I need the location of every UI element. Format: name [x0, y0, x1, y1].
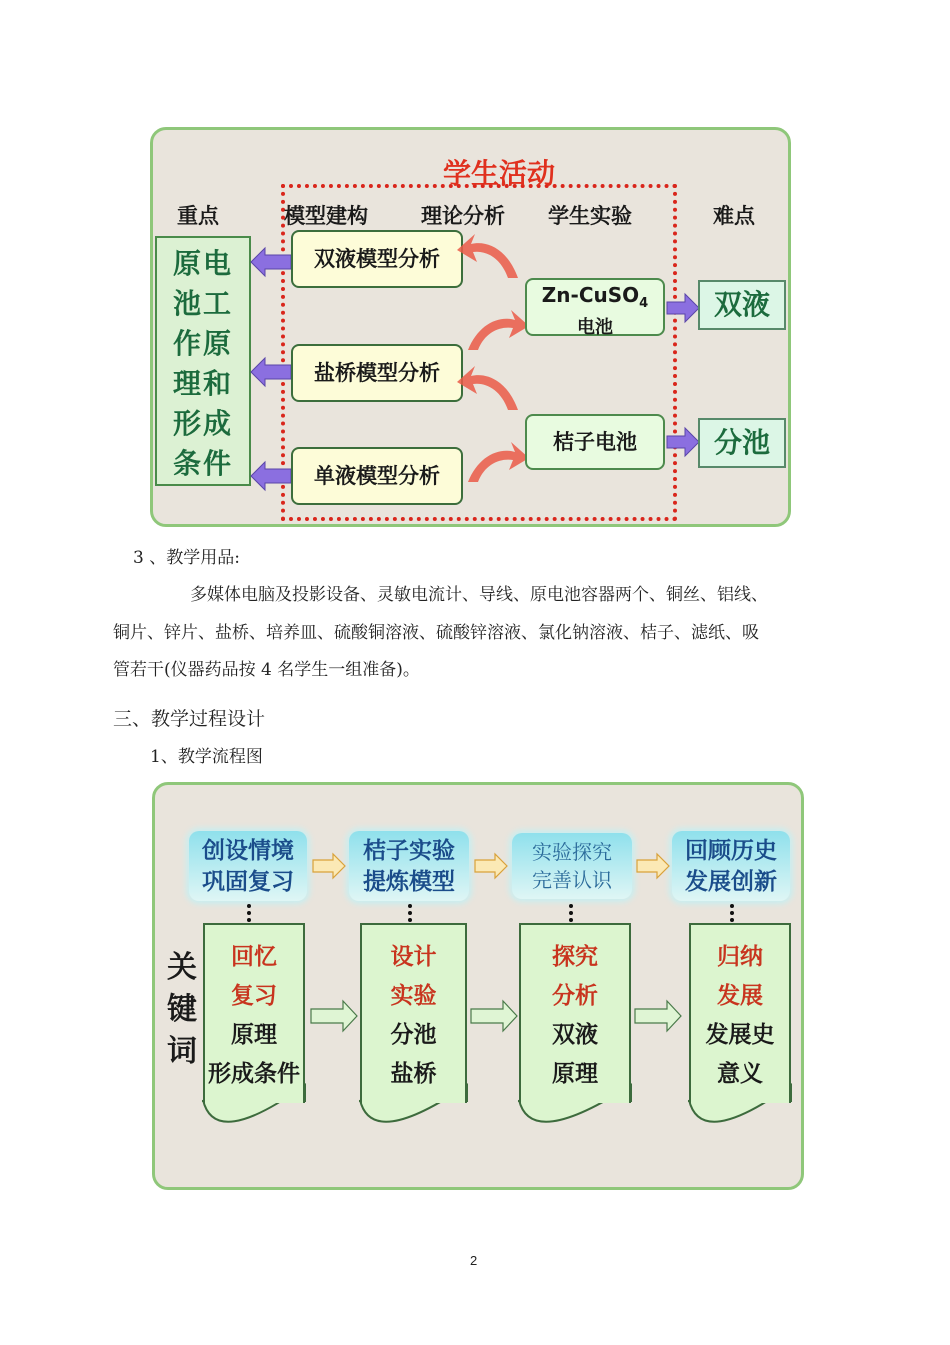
curved-arrow-3: [457, 366, 518, 410]
difficulty-box-separate-cell: 分池: [698, 418, 786, 468]
teaching-flowchart: [152, 782, 804, 1190]
left-arrows: [249, 240, 293, 500]
arrow-to-difficulty-1: [667, 294, 699, 322]
page-number: 2: [470, 1253, 478, 1268]
keyword-arrow-1: [311, 1001, 357, 1031]
keyword-3-dark2: 原理: [552, 1060, 598, 1087]
dot: [408, 911, 412, 915]
dot: [247, 904, 251, 908]
stage-1-line2: 巩固复习: [202, 868, 294, 895]
dot: [569, 911, 573, 915]
stage-4-line1: 回顾历史: [685, 837, 777, 864]
difficulty-box-double-liquid: 双液: [698, 280, 786, 330]
key-point-box: 原电池工作原理和形成条件: [155, 236, 251, 486]
model-box-double-liquid: 双液模型分析: [291, 230, 463, 288]
keyword-4-dark2: 意义: [717, 1060, 763, 1087]
stage-1-line1: 创设情境: [202, 837, 294, 864]
dot: [408, 904, 412, 908]
section3-para-line3: 管若干(仪器药品按 4 名学生一组准备)。: [113, 660, 420, 680]
experiment-box-zn-cuso4: [525, 278, 665, 336]
section3-para-line1: 多媒体电脑及投影设备、灵敏电流计、导线、原电池容器两个、铜丝、铝线、: [190, 585, 768, 605]
experiment-box-orange: 桔子电池: [525, 414, 665, 470]
keyword-1-dark1: 原理: [231, 1021, 277, 1048]
curved-arrow-2: [468, 310, 529, 350]
model-box-single-liquid: 单液模型分析: [291, 447, 463, 505]
key-point-header: 重点: [177, 203, 219, 228]
keyword-4-red2: 发展: [717, 982, 763, 1009]
dot: [730, 918, 734, 922]
keyword-box-3: [519, 923, 631, 1103]
section3-heading: 3 、教学用品:: [133, 548, 240, 568]
keyword-2-dark2: 盐桥: [390, 1060, 437, 1087]
stage-2-line2: 提炼模型: [363, 868, 455, 895]
curved-arrow-1: [457, 234, 518, 278]
keyword-2-red2: 实验: [390, 982, 437, 1009]
dot: [730, 904, 734, 908]
difficulty-header: 难点: [713, 203, 755, 228]
sub1-heading: 1、教学流程图: [150, 747, 263, 767]
arrow-to-key-2: [251, 358, 291, 386]
section3-para-line2: 铜片、锌片、盐桥、培养皿、硫酸铜溶液、硫酸锌溶液、氯化钠溶液、桔子、滤纸、吸: [113, 623, 759, 643]
stage-3-line2: 完善认识: [532, 868, 612, 892]
formula-sub: 4: [639, 296, 649, 311]
curved-arrow-4: [468, 442, 529, 482]
keyword-2-red1: 设计: [390, 943, 437, 970]
keyword-3-red1: 探究: [552, 943, 598, 970]
stage-arrow-3: [637, 854, 669, 878]
arrow-to-difficulty-2: [667, 428, 699, 456]
arrow-to-key-3: [251, 462, 291, 490]
dot: [247, 918, 251, 922]
model-box-salt-bridge: 盐桥模型分析: [291, 344, 463, 402]
keyword-arrow-2: [471, 1001, 517, 1031]
right-arrows: [665, 290, 701, 460]
experiment1-label: 电池: [577, 317, 613, 338]
keyword-1-red1: 回忆: [231, 943, 277, 970]
dot: [408, 918, 412, 922]
stage-3-line1: 实验探究: [532, 840, 612, 864]
dot: [730, 911, 734, 915]
stage-arrow-1: [313, 854, 345, 878]
arrow-to-key-1: [251, 248, 291, 276]
formula-main: Zn-CuSO: [541, 283, 640, 307]
red-curved-arrows: [453, 230, 533, 500]
keyword-4-red1: 归纳: [717, 943, 763, 970]
keyword-box-1: [203, 923, 305, 1103]
keyword-1-red2: 复习: [231, 982, 277, 1009]
column-header-theory: 理论分析: [421, 203, 505, 228]
column-header-experiment: 学生实验: [548, 203, 632, 228]
stage-4-line2: 发展创新: [685, 868, 777, 895]
dot: [569, 918, 573, 922]
keyword-3-red2: 分析: [552, 982, 598, 1009]
dot: [247, 911, 251, 915]
keyword-label: 关键词: [167, 950, 197, 1069]
dot: [569, 904, 573, 908]
stage-arrow-2: [475, 854, 507, 878]
keyword-2-dark1: 分池: [390, 1021, 437, 1048]
keyword-box-2: [360, 923, 467, 1103]
keyword-box-4: [689, 923, 791, 1103]
learning-activity-diagram: [150, 127, 791, 527]
keyword-1-dark2: 形成条件: [208, 1060, 300, 1087]
column-header-model: 模型建构: [284, 203, 368, 228]
keyword-3-dark1: 双液: [552, 1021, 598, 1048]
activity-title: 学生活动: [443, 157, 556, 190]
keyword-arrow-3: [635, 1001, 681, 1031]
part3-heading: 三、教学过程设计: [113, 708, 266, 730]
keyword-4-dark1: 发展史: [705, 1021, 775, 1048]
stage-2-line1: 桔子实验: [363, 837, 455, 864]
